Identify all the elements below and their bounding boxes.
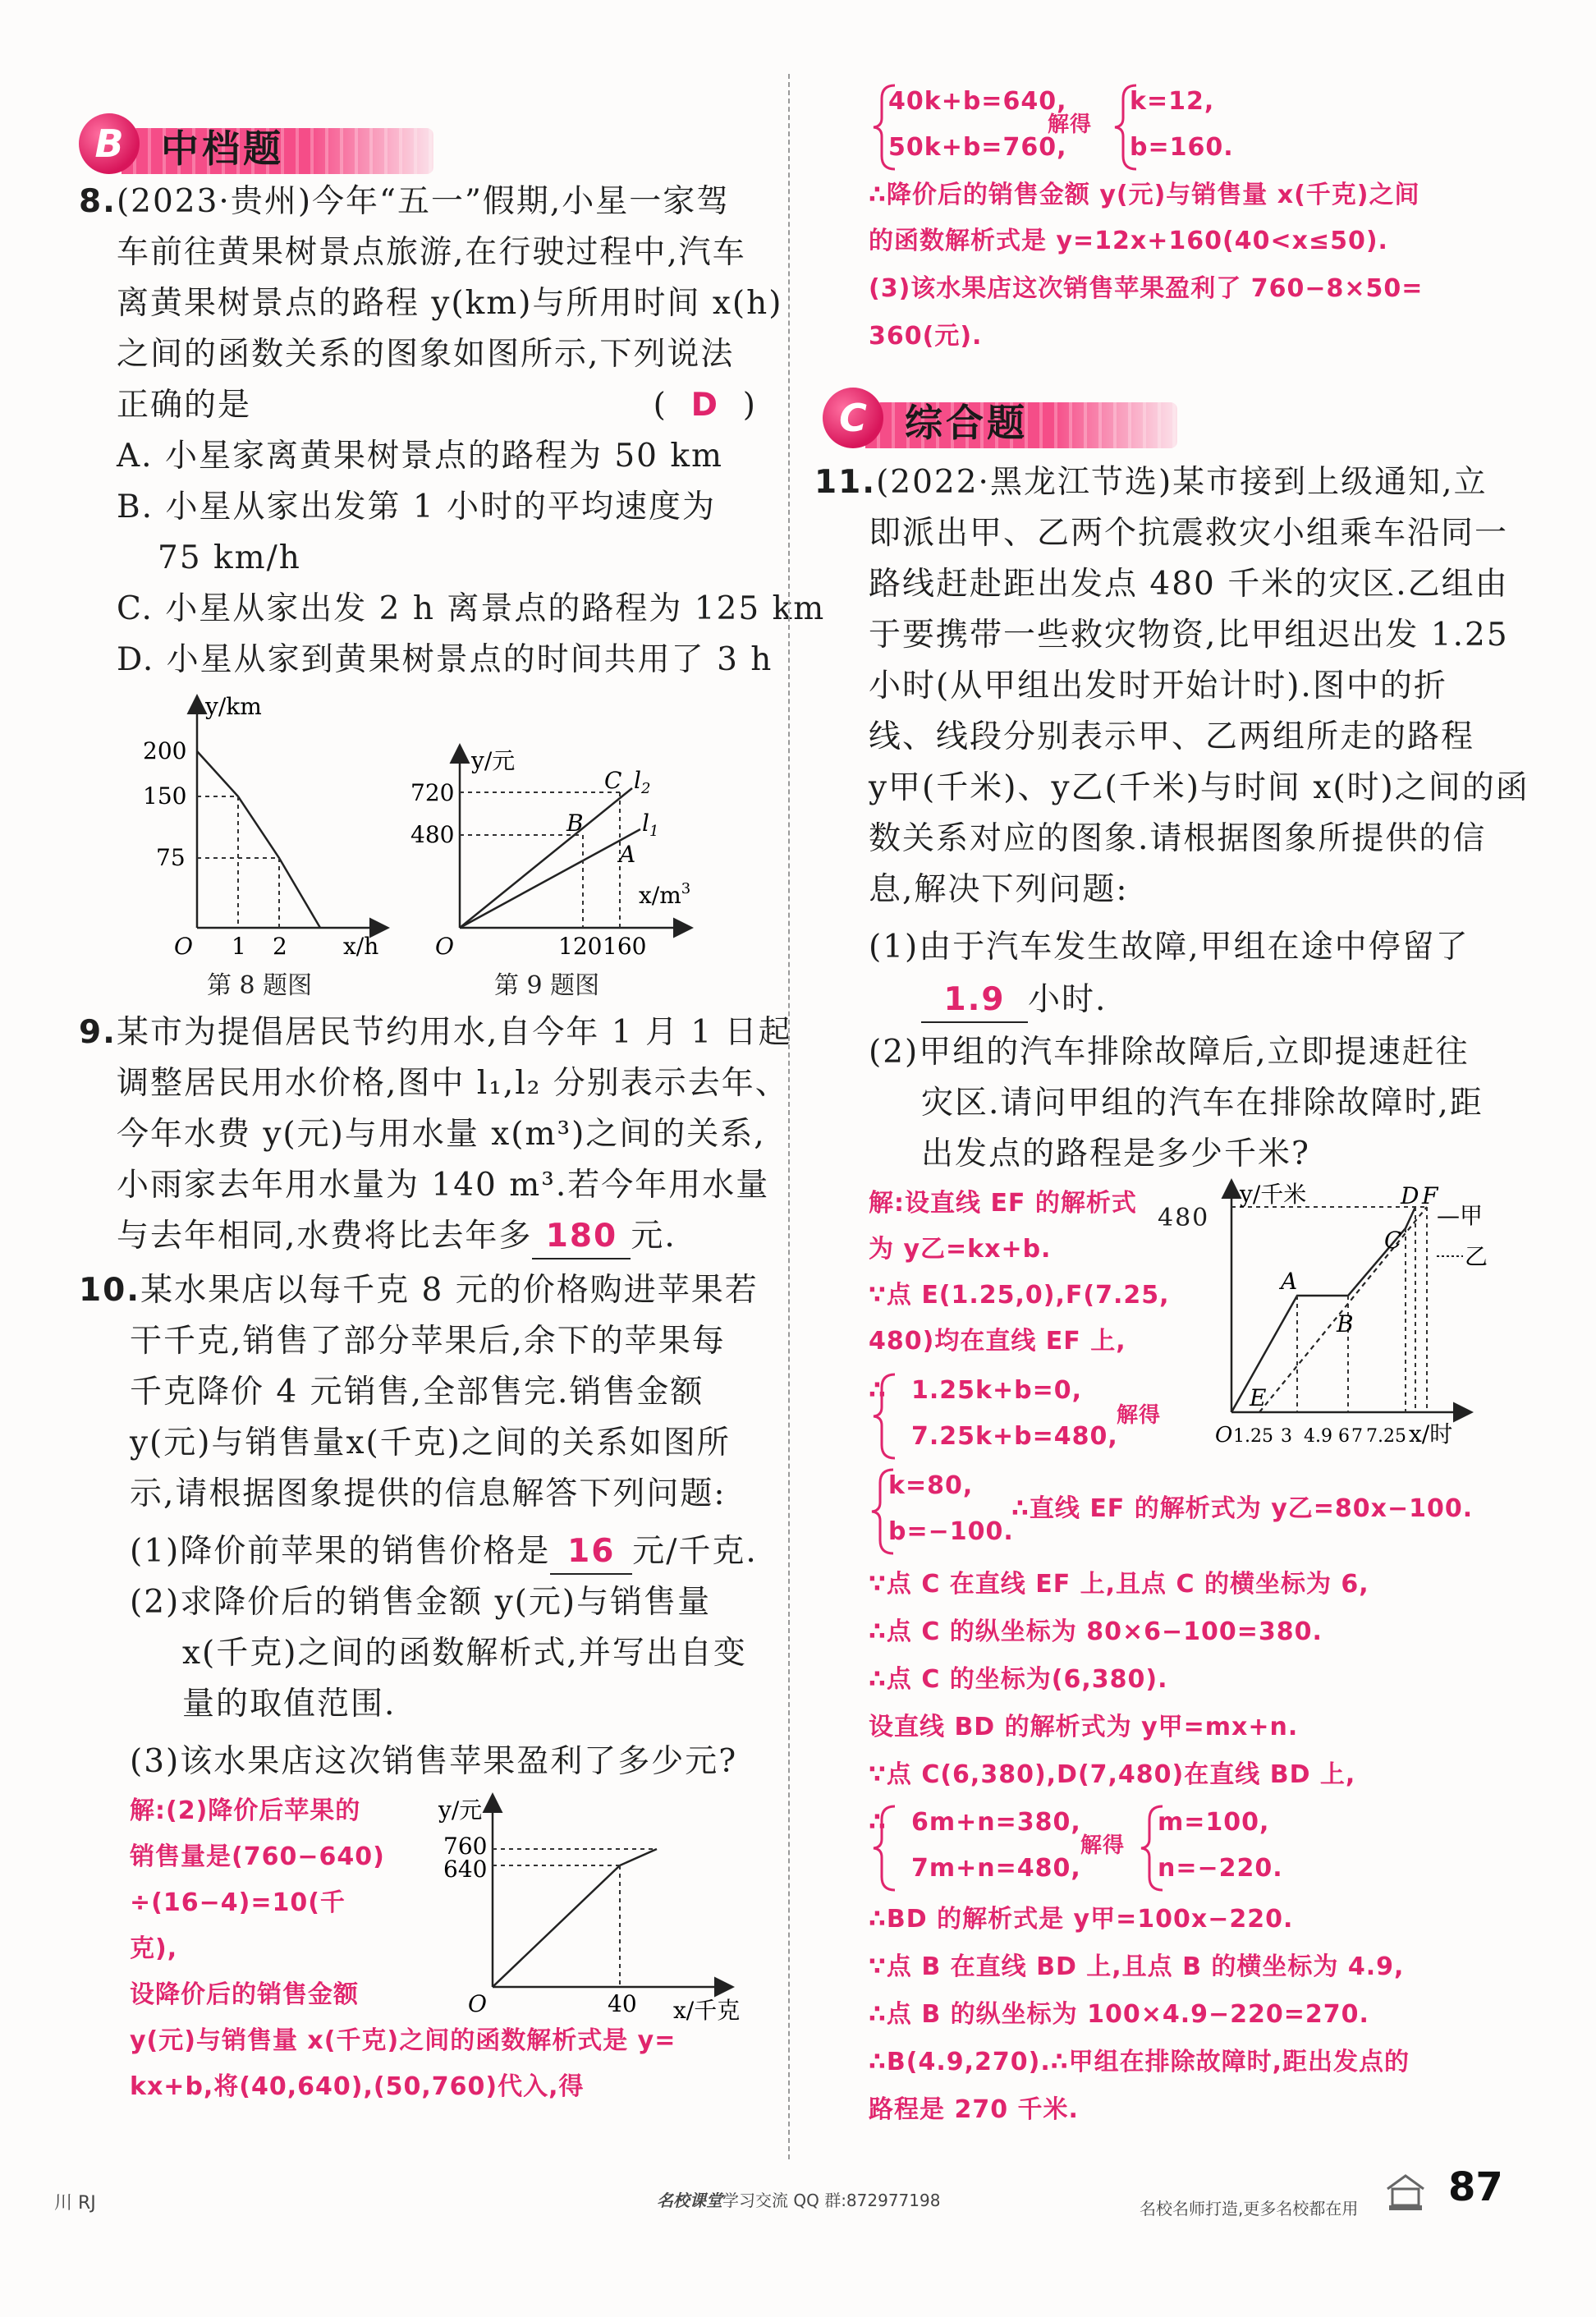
q10-part-2-line-1: (2)求降价后的销售金额 y(元)与销售量: [130, 1584, 712, 1621]
fig9-label-l2: $l_2$: [634, 767, 651, 797]
fig11-xtick-6: 6: [1338, 1426, 1350, 1447]
q10-line-2: 干千克,销售了部分苹果后,余下的苹果每: [130, 1323, 726, 1360]
q11-system1-eq-2: 7.25k+b=480,: [911, 1422, 1118, 1451]
q9-answer: 180: [532, 1215, 631, 1259]
q10-solution-1: 解:(2)降价后苹果的: [130, 1796, 361, 1825]
fig9-xtick-160: 160: [603, 933, 647, 960]
q9-line-2: 调整居民用水价格,图中 l₁,l₂ 分别表示去年、: [117, 1065, 789, 1102]
q10-solution-6: y(元)与销售量 x(千克)之间的函数解析式是 y=: [130, 2026, 676, 2055]
q11-result1-k: k=80,: [888, 1471, 974, 1500]
q11-sol-13: ∴B(4.9,270).∴甲组在排除故障时,距出发点的: [869, 2048, 1410, 2076]
q10-conclusion-3: (3)该水果店这次销售苹果盈利了 760−8×50=: [869, 274, 1424, 303]
q11-result2-m: m=100,: [1158, 1808, 1270, 1837]
footer-logo-icon: [1383, 2168, 1429, 2214]
q11-sol-3: ∵点 E(1.25,0),F(7.25,: [869, 1281, 1170, 1310]
fig8-ytick-75: 75: [156, 844, 186, 871]
q11-result2-n: n=−220.: [1158, 1854, 1283, 1883]
q11-line-ef-conclusion: ∴直线 EF 的解析式为 y乙=80x−100.: [1011, 1494, 1474, 1523]
fig11-point-d: D: [1401, 1182, 1419, 1209]
q11-system2-eq-1: 6m+n=380,: [911, 1808, 1081, 1837]
q8-option-b-cont: 75 km/h: [158, 539, 301, 576]
q11-line-3: 路线赶赴距出发点 480 千米的灾区.乙组由: [869, 566, 1509, 603]
q9-number: 9.: [79, 1014, 117, 1051]
fig9-caption: 第 9 题图: [494, 971, 600, 1000]
footer-edition: 川 RJ: [54, 2193, 96, 2214]
q10-line-3: 千克降价 4 元销售,全部售完.销售金额: [130, 1374, 704, 1411]
figure-11-graph: [1215, 1174, 1568, 1453]
q11-line-9: 息,解决下列问题:: [869, 871, 1129, 908]
fig11-xtick-3: 3: [1281, 1426, 1292, 1447]
fig9-ytick-720: 720: [410, 779, 455, 806]
footer-qq-group: 名校课堂学习交流 QQ 群:872977198: [657, 2191, 941, 2210]
q8-answer: D: [690, 387, 719, 424]
fig11-point-e: E: [1250, 1384, 1267, 1411]
q11-line-6: 线、线段分别表示甲、乙两组所走的路程: [869, 718, 1475, 755]
q9-line-5: 与去年相同,水费将比去年多 180 元.: [117, 1215, 676, 1259]
q11-sol-6: ∴点 C 的纵坐标为 80×6−100=380.: [869, 1617, 1323, 1646]
q8-line-5: 正确的是 ( D ): [117, 384, 757, 427]
q11-part-2-line-2: 灾区.请问甲组的汽车在排除故障时,距: [921, 1085, 1484, 1122]
q8-option-a: A. 小星家离黄果树景点的路程为 50 km: [117, 438, 723, 475]
q11-sol-1: 解:设直线 EF 的解析式: [869, 1189, 1137, 1218]
fig11-xtick-7: 7: [1351, 1426, 1363, 1447]
q10-part-3: (3)该水果店这次销售苹果盈利了多少元?: [130, 1743, 738, 1780]
section-b-banner: [79, 113, 456, 182]
q10-part-2-line-3: 量的取值范围.: [182, 1686, 397, 1723]
fig10-xtick-40: 40: [608, 1990, 637, 2017]
fig10-xlabel: x/千克: [673, 1997, 741, 2024]
q10-line-5: 示,请根据图象提供的信息解答下列问题:: [130, 1475, 727, 1512]
q11-part-2-line-3: 出发点的路程是多少千米?: [921, 1136, 1310, 1172]
q8-option-c: C. 小星从家出发 2 h 离景点的路程为 125 km: [117, 590, 826, 627]
q11-line-8: 数关系对应的图象.请根据图象所提供的信: [869, 820, 1487, 857]
fig9-origin: O: [435, 933, 454, 960]
q8-option-d: D. 小星从家到黄果树景点的时间共用了 3 h: [117, 641, 773, 678]
q10-conclusion-4: 360(元).: [869, 322, 983, 351]
figure-9-graph: [410, 739, 722, 961]
q10-system-eq-1: 40k+b=640,: [888, 87, 1067, 116]
q11-answer-1: 1.9: [921, 979, 1028, 1023]
fig9-ytick-480: 480: [410, 821, 455, 848]
q8-answer-paren: ( D ): [653, 387, 757, 424]
q10-part-1: (1)降价前苹果的销售价格是 16 元/千克.: [130, 1530, 758, 1575]
fig8-xlabel: x/h: [343, 933, 379, 960]
q11-line-7: y甲(千米)、y乙(千米)与时间 x(时)之间的函: [869, 769, 1530, 806]
section-c-title: 综合题: [905, 401, 1028, 445]
q11-part-1-answer-line: 1.9 小时.: [921, 979, 1107, 1023]
fig11-point-a: A: [1281, 1268, 1298, 1295]
fig8-xtick-1: 1: [232, 933, 246, 960]
fig8-origin: O: [174, 933, 193, 960]
q10-solution-3: ÷(16−4)=10(千: [130, 1888, 346, 1917]
fig8-ytick-200: 200: [143, 737, 187, 764]
q11-part-2-line-1: (2)甲组的汽车排除故障后,立即提速赶往: [869, 1034, 1470, 1071]
q10-solution-2: 销售量是(760−640): [130, 1842, 385, 1871]
q11-sol-10: ∴BD 的解析式是 y甲=100x−220.: [869, 1905, 1294, 1934]
q8-number: 8.: [79, 183, 117, 220]
figure-8-graph: [140, 690, 402, 961]
fig11-ylabel: y/千米: [1240, 1181, 1307, 1208]
q10-conclusion-2: 的函数解析式是 y=12x+160(40<x≤50).: [869, 227, 1388, 255]
q10-number: 10.: [79, 1272, 141, 1309]
q9-line-3: 今年水费 y(元)与用水量 x(m³)之间的关系,: [117, 1116, 766, 1153]
fig11-origin: O: [1215, 1423, 1233, 1448]
q11-sol-11: ∵点 B 在直线 BD 上,且点 B 的横坐标为 4.9,: [869, 1952, 1405, 1981]
q8-option-b: B. 小星从家出发第 1 小时的平均速度为: [117, 489, 717, 525]
fig10-ylabel: y/元: [438, 1796, 483, 1824]
q10-answer-1: 16: [550, 1530, 632, 1575]
q8-line-1: 8.(2023·贵州)今年“五一”假期,小星一家驾: [79, 183, 731, 220]
fig8-graph-line: [197, 751, 320, 928]
fig11-xtick-4-9: 4.9: [1304, 1426, 1332, 1447]
q11-part-1: (1)由于汽车发生故障,甲组在途中停留了: [869, 929, 1470, 966]
q11-sol-4: 480)均在直线 EF 上,: [869, 1327, 1126, 1356]
q11-sol-9: ∵点 C(6,380),D(7,480)在直线 BD 上,: [869, 1760, 1356, 1789]
section-b-title: 中档题: [161, 126, 284, 171]
q11-system2-eq-2: 7m+n=480,: [911, 1854, 1081, 1883]
footer-slogan: 名校名师打造,更多名校都在用: [1140, 2199, 1359, 2218]
q11-line-5: 小时(从甲组出发时开始计时).图中的折: [869, 668, 1447, 704]
q8-line-4: 之间的函数关系的图象如图所示,下列说法: [117, 336, 735, 373]
column-divider: [788, 74, 790, 2159]
q9-line-4: 小雨家去年用水量为 140 m³.若今年用水量: [117, 1167, 770, 1204]
fig11-xlabel: x/时: [1409, 1420, 1453, 1448]
q11-sol-12: ∴点 B 的纵坐标为 100×4.9−220=270.: [869, 2000, 1369, 2029]
q10-result-k: k=12,: [1130, 87, 1215, 116]
q10-line-1: 10.某水果店以每千克 8 元的价格购进苹果若: [79, 1272, 759, 1309]
fig8-caption: 第 8 题图: [207, 971, 313, 1000]
fig8-ytick-150: 150: [143, 782, 187, 810]
q10-system-eq-2: 50k+b=760,: [888, 133, 1067, 162]
fig11-point-f: F: [1422, 1182, 1438, 1209]
fig9-point-c: C: [604, 767, 622, 794]
fig9-ylabel: y/元: [471, 747, 516, 774]
fig11-point-b: B: [1337, 1310, 1354, 1337]
fig11-legend-yi: 乙: [1465, 1243, 1488, 1270]
q10-part-2-line-2: x(千克)之间的函数解析式,并写出自变: [182, 1635, 747, 1672]
page-number: 87: [1448, 2164, 1503, 2210]
fig9-point-b: B: [566, 810, 584, 837]
fig10-origin: O: [468, 1990, 487, 2017]
fig11-ytick-480: 480: [1158, 1204, 1210, 1232]
fig10-graph-line: [493, 1849, 657, 1987]
q8-line-2: 车前往黄果树景点旅游,在行驶过程中,汽车: [117, 234, 746, 271]
fig11-legend-jia: —甲: [1437, 1202, 1484, 1229]
q11-therefore-1: ∴: [869, 1376, 887, 1405]
q11-number: 11.: [814, 464, 877, 501]
q10-solve-label: 解得: [1048, 112, 1093, 137]
q11-solve2-label: 解得: [1080, 1833, 1126, 1858]
q11-system1-eq-1: 1.25k+b=0,: [911, 1376, 1082, 1405]
q11-line-4: 于要携带一些救灾物资,比甲组迟出发 1.25: [869, 617, 1509, 654]
q9-line-1: 9.某市为提倡居民节约用水,自今年 1 月 1 日起: [79, 1014, 792, 1051]
fig9-line-l2: [460, 788, 632, 928]
q11-sol-2: 为 y乙=kx+b.: [869, 1235, 1052, 1264]
q10-result-b: b=160.: [1130, 133, 1234, 162]
q11-line-2: 即派出甲、乙两个抗震救灾小组乘车沿同一: [869, 515, 1509, 552]
q10-line-4: y(元)与销售量x(千克)之间的关系如图所: [130, 1425, 731, 1461]
q11-sol-14: 路程是 270 千米.: [869, 2095, 1079, 2124]
q11-result1-b: b=−100.: [888, 1517, 1014, 1546]
q8-line-3: 离黄果树景点的路程 y(km)与所用时间 x(h): [117, 285, 783, 322]
fig9-point-a: A: [619, 841, 636, 868]
q11-solve1-label: 解得: [1117, 1403, 1162, 1428]
fig9-line-l1: [460, 829, 640, 928]
fig8-ylabel: y/km: [205, 693, 262, 720]
fig11-xtick-7-25: 7.25: [1366, 1426, 1406, 1447]
q10-conclusion-1: ∴降价后的销售金额 y(元)与销售量 x(千克)之间: [869, 181, 1420, 209]
fig9-xtick-120: 120: [558, 933, 603, 960]
q11-therefore-2: ∴: [869, 1808, 887, 1837]
q11-line-1: 11.(2022·黑龙江节选)某市接到上级通知,立: [814, 464, 1488, 501]
q11-sol-5: ∵点 C 在直线 EF 上,且点 C 的横坐标为 6,: [869, 1570, 1369, 1599]
fig8-xtick-2: 2: [273, 933, 287, 960]
fig10-ytick-760: 760: [443, 1833, 488, 1860]
q10-solution-5: 设降价后的销售金额: [130, 1980, 359, 2009]
fig10-ytick-640: 640: [443, 1856, 488, 1883]
figure-10-graph: [427, 1790, 755, 2024]
section-c-letter: C: [823, 388, 883, 448]
fig11-xtick-1-25: 1.25: [1233, 1426, 1273, 1447]
section-b-letter: B: [79, 113, 140, 174]
q10-solution-7: kx+b,将(40,640),(50,760)代入,得: [130, 2072, 585, 2101]
footer-brand: 名校课堂: [657, 2191, 722, 2210]
q11-sol-7: ∴点 C 的坐标为(6,380).: [869, 1665, 1168, 1694]
fig9-label-l1: $l_1$: [642, 810, 659, 840]
q11-sol-8: 设直线 BD 的解析式为 y甲=mx+n.: [869, 1713, 1299, 1741]
section-c-banner: [823, 388, 1200, 457]
fig11-point-c: C: [1384, 1227, 1402, 1254]
q10-solution-4: 克),: [130, 1934, 178, 1963]
fig9-xlabel: $x/m^3$: [639, 880, 691, 909]
